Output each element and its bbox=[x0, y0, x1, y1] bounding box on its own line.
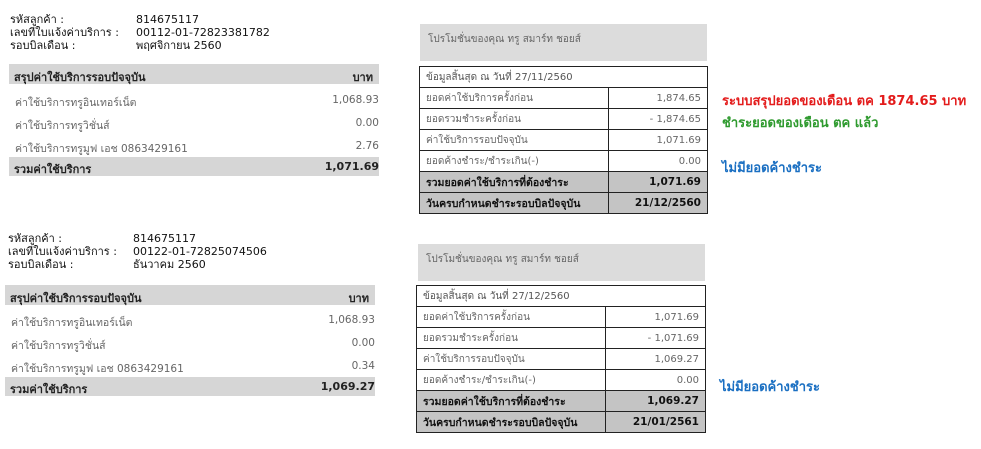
customer-no-value: 814675117 bbox=[133, 232, 196, 245]
summary-row bbox=[9, 111, 379, 134]
row-label: ค่าใช้บริการรอบปัจจุบัน bbox=[417, 349, 606, 370]
summary-unit: บาท bbox=[348, 292, 369, 305]
invoice-no-value: 00122-01-72825074506 bbox=[133, 245, 267, 258]
table-due-row bbox=[420, 193, 708, 214]
summary-row-label: ค่าใช้บริการทรูวิชั่นส์ bbox=[15, 120, 110, 132]
summary-header bbox=[9, 64, 379, 84]
invoice-no-label: เลขที่ใบแจ้งค่าบริการ : bbox=[8, 245, 117, 258]
customer-no-label: รหัสลูกค้า : bbox=[8, 232, 63, 245]
bill2-promo-box bbox=[418, 244, 705, 281]
summary-row-value: 0.00 bbox=[351, 337, 375, 349]
table-due-row bbox=[417, 412, 706, 433]
bill-cycle-value: ธันวาคม 2560 bbox=[133, 258, 206, 271]
note-blue: ไม่มียอดค้างชำระ bbox=[722, 161, 822, 176]
bill-cycle-value: พฤศจิกายน 2560 bbox=[136, 39, 222, 52]
summary-row-label: ค่าใช้บริการทรูอินเทอร์เน็ต bbox=[15, 97, 137, 109]
table-row bbox=[417, 328, 706, 349]
customer-no-value: 814675117 bbox=[136, 13, 199, 26]
table-header: ข้อมูลสิ้นสุด ณ วันที่ 27/12/2560 bbox=[417, 286, 706, 307]
row-value: 1,071.69 bbox=[609, 130, 708, 151]
summary-row-value: 0.00 bbox=[355, 117, 379, 129]
row-value: 1,874.65 bbox=[609, 88, 708, 109]
summary-row bbox=[5, 354, 375, 377]
summary-total bbox=[5, 377, 375, 396]
due-label: วันครบกำหนดชำระรอบบิลปัจจุบัน bbox=[420, 193, 609, 214]
row-value: - 1,071.69 bbox=[606, 328, 706, 349]
summary-row-value: 0.34 bbox=[351, 360, 375, 372]
row-value: 1,069.27 bbox=[606, 349, 706, 370]
row-label: ค่าใช้บริการรอบปัจจุบัน bbox=[420, 130, 609, 151]
summary-row bbox=[5, 308, 375, 331]
row-label: ยอดค้างชำระ/ชำระเกิน(-) bbox=[420, 151, 609, 172]
summary-row bbox=[9, 134, 379, 157]
promo-text: โปรโมชั่นของคุณ ทรู สมาร์ท ชอยส์ bbox=[426, 254, 579, 265]
summary-row bbox=[9, 88, 379, 111]
summary-row bbox=[5, 331, 375, 354]
summary-title: สรุปค่าใช้บริการรอบปัจจุบัน bbox=[10, 292, 142, 305]
summary-row-value: 1,068.93 bbox=[328, 314, 375, 326]
table-header: ข้อมูลสิ้นสุด ณ วันที่ 27/11/2560 bbox=[420, 67, 708, 88]
row-value: 1,071.69 bbox=[606, 307, 706, 328]
table-row bbox=[420, 88, 708, 109]
summary-header bbox=[5, 285, 375, 305]
row-label: ยอดค้างชำระ/ชำระเกิน(-) bbox=[417, 370, 606, 391]
bill-cycle-label: รอบบิลเดือน : bbox=[10, 39, 76, 52]
bill1-promo-box bbox=[420, 24, 707, 61]
summary-row-value: 2.76 bbox=[355, 140, 379, 152]
row-label: ยอดค่าใช้บริการครั้งก่อน bbox=[417, 307, 606, 328]
summary-row-value: 1,068.93 bbox=[332, 94, 379, 106]
summary-title: สรุปค่าใช้บริการรอบปัจจุบัน bbox=[14, 71, 146, 84]
bill2-balance-table bbox=[416, 285, 706, 433]
summary-unit: บาท bbox=[352, 71, 373, 84]
summary-row-label: ค่าใช้บริการทรูมูฟ เอช 0863429161 bbox=[11, 363, 184, 375]
summary-row-label: ค่าใช้บริการทรูวิชั่นส์ bbox=[11, 340, 106, 352]
summary-total-label: รวมค่าใช้บริการ bbox=[14, 163, 92, 176]
summary-total-value: 1,071.69 bbox=[324, 160, 379, 173]
bill1-balance-table bbox=[419, 66, 708, 214]
table-header-row bbox=[420, 67, 708, 88]
table-header-row bbox=[417, 286, 706, 307]
total-label: รวมยอดค่าใช้บริการที่ต้องชำระ bbox=[417, 391, 606, 412]
bill-cycle-label: รอบบิลเดือน : bbox=[8, 258, 74, 271]
due-value: 21/12/2560 bbox=[609, 193, 708, 214]
table-row bbox=[417, 370, 706, 391]
row-label: ยอดรวมชำระครั้งก่อน bbox=[420, 109, 609, 130]
row-label: ยอดค่าใช้บริการครั้งก่อน bbox=[420, 88, 609, 109]
table-row bbox=[417, 307, 706, 328]
table-row bbox=[420, 109, 708, 130]
row-label: ยอดรวมชำระครั้งก่อน bbox=[417, 328, 606, 349]
row-value: 0.00 bbox=[606, 370, 706, 391]
summary-row-label: ค่าใช้บริการทรูมูฟ เอช 0863429161 bbox=[15, 143, 188, 155]
customer-no-label: รหัสลูกค้า : bbox=[10, 13, 65, 26]
bill1-summary bbox=[9, 64, 379, 176]
row-value: 0.00 bbox=[609, 151, 708, 172]
bill2-summary bbox=[5, 285, 375, 396]
promo-text: โปรโมชั่นของคุณ ทรู สมาร์ท ชอยส์ bbox=[428, 34, 581, 45]
summary-total bbox=[9, 157, 379, 176]
summary-total-value: 1,069.27 bbox=[320, 380, 375, 393]
invoice-no-value: 00112-01-72823381782 bbox=[136, 26, 270, 39]
table-row bbox=[420, 130, 708, 151]
table-total-row bbox=[420, 172, 708, 193]
summary-row-label: ค่าใช้บริการทรูอินเทอร์เน็ต bbox=[11, 317, 133, 329]
total-value: 1,069.27 bbox=[606, 391, 706, 412]
row-value: - 1,874.65 bbox=[609, 109, 708, 130]
note-blue: ไม่มียอดค้างชำระ bbox=[720, 380, 820, 395]
table-row bbox=[420, 151, 708, 172]
note-green: ชำระยอดของเดือน ตค แล้ว bbox=[722, 116, 879, 131]
summary-total-label: รวมค่าใช้บริการ bbox=[10, 383, 88, 396]
table-row bbox=[417, 349, 706, 370]
total-label: รวมยอดค่าใช้บริการที่ต้องชำระ bbox=[420, 172, 609, 193]
due-label: วันครบกำหนดชำระรอบบิลปัจจุบัน bbox=[417, 412, 606, 433]
table-total-row bbox=[417, 391, 706, 412]
total-value: 1,071.69 bbox=[609, 172, 708, 193]
due-value: 21/01/2561 bbox=[606, 412, 706, 433]
note-red: ระบบสรุปยอดของเดือน ตค 1874.65 บาท bbox=[722, 94, 967, 109]
invoice-no-label: เลขที่ใบแจ้งค่าบริการ : bbox=[10, 26, 119, 39]
